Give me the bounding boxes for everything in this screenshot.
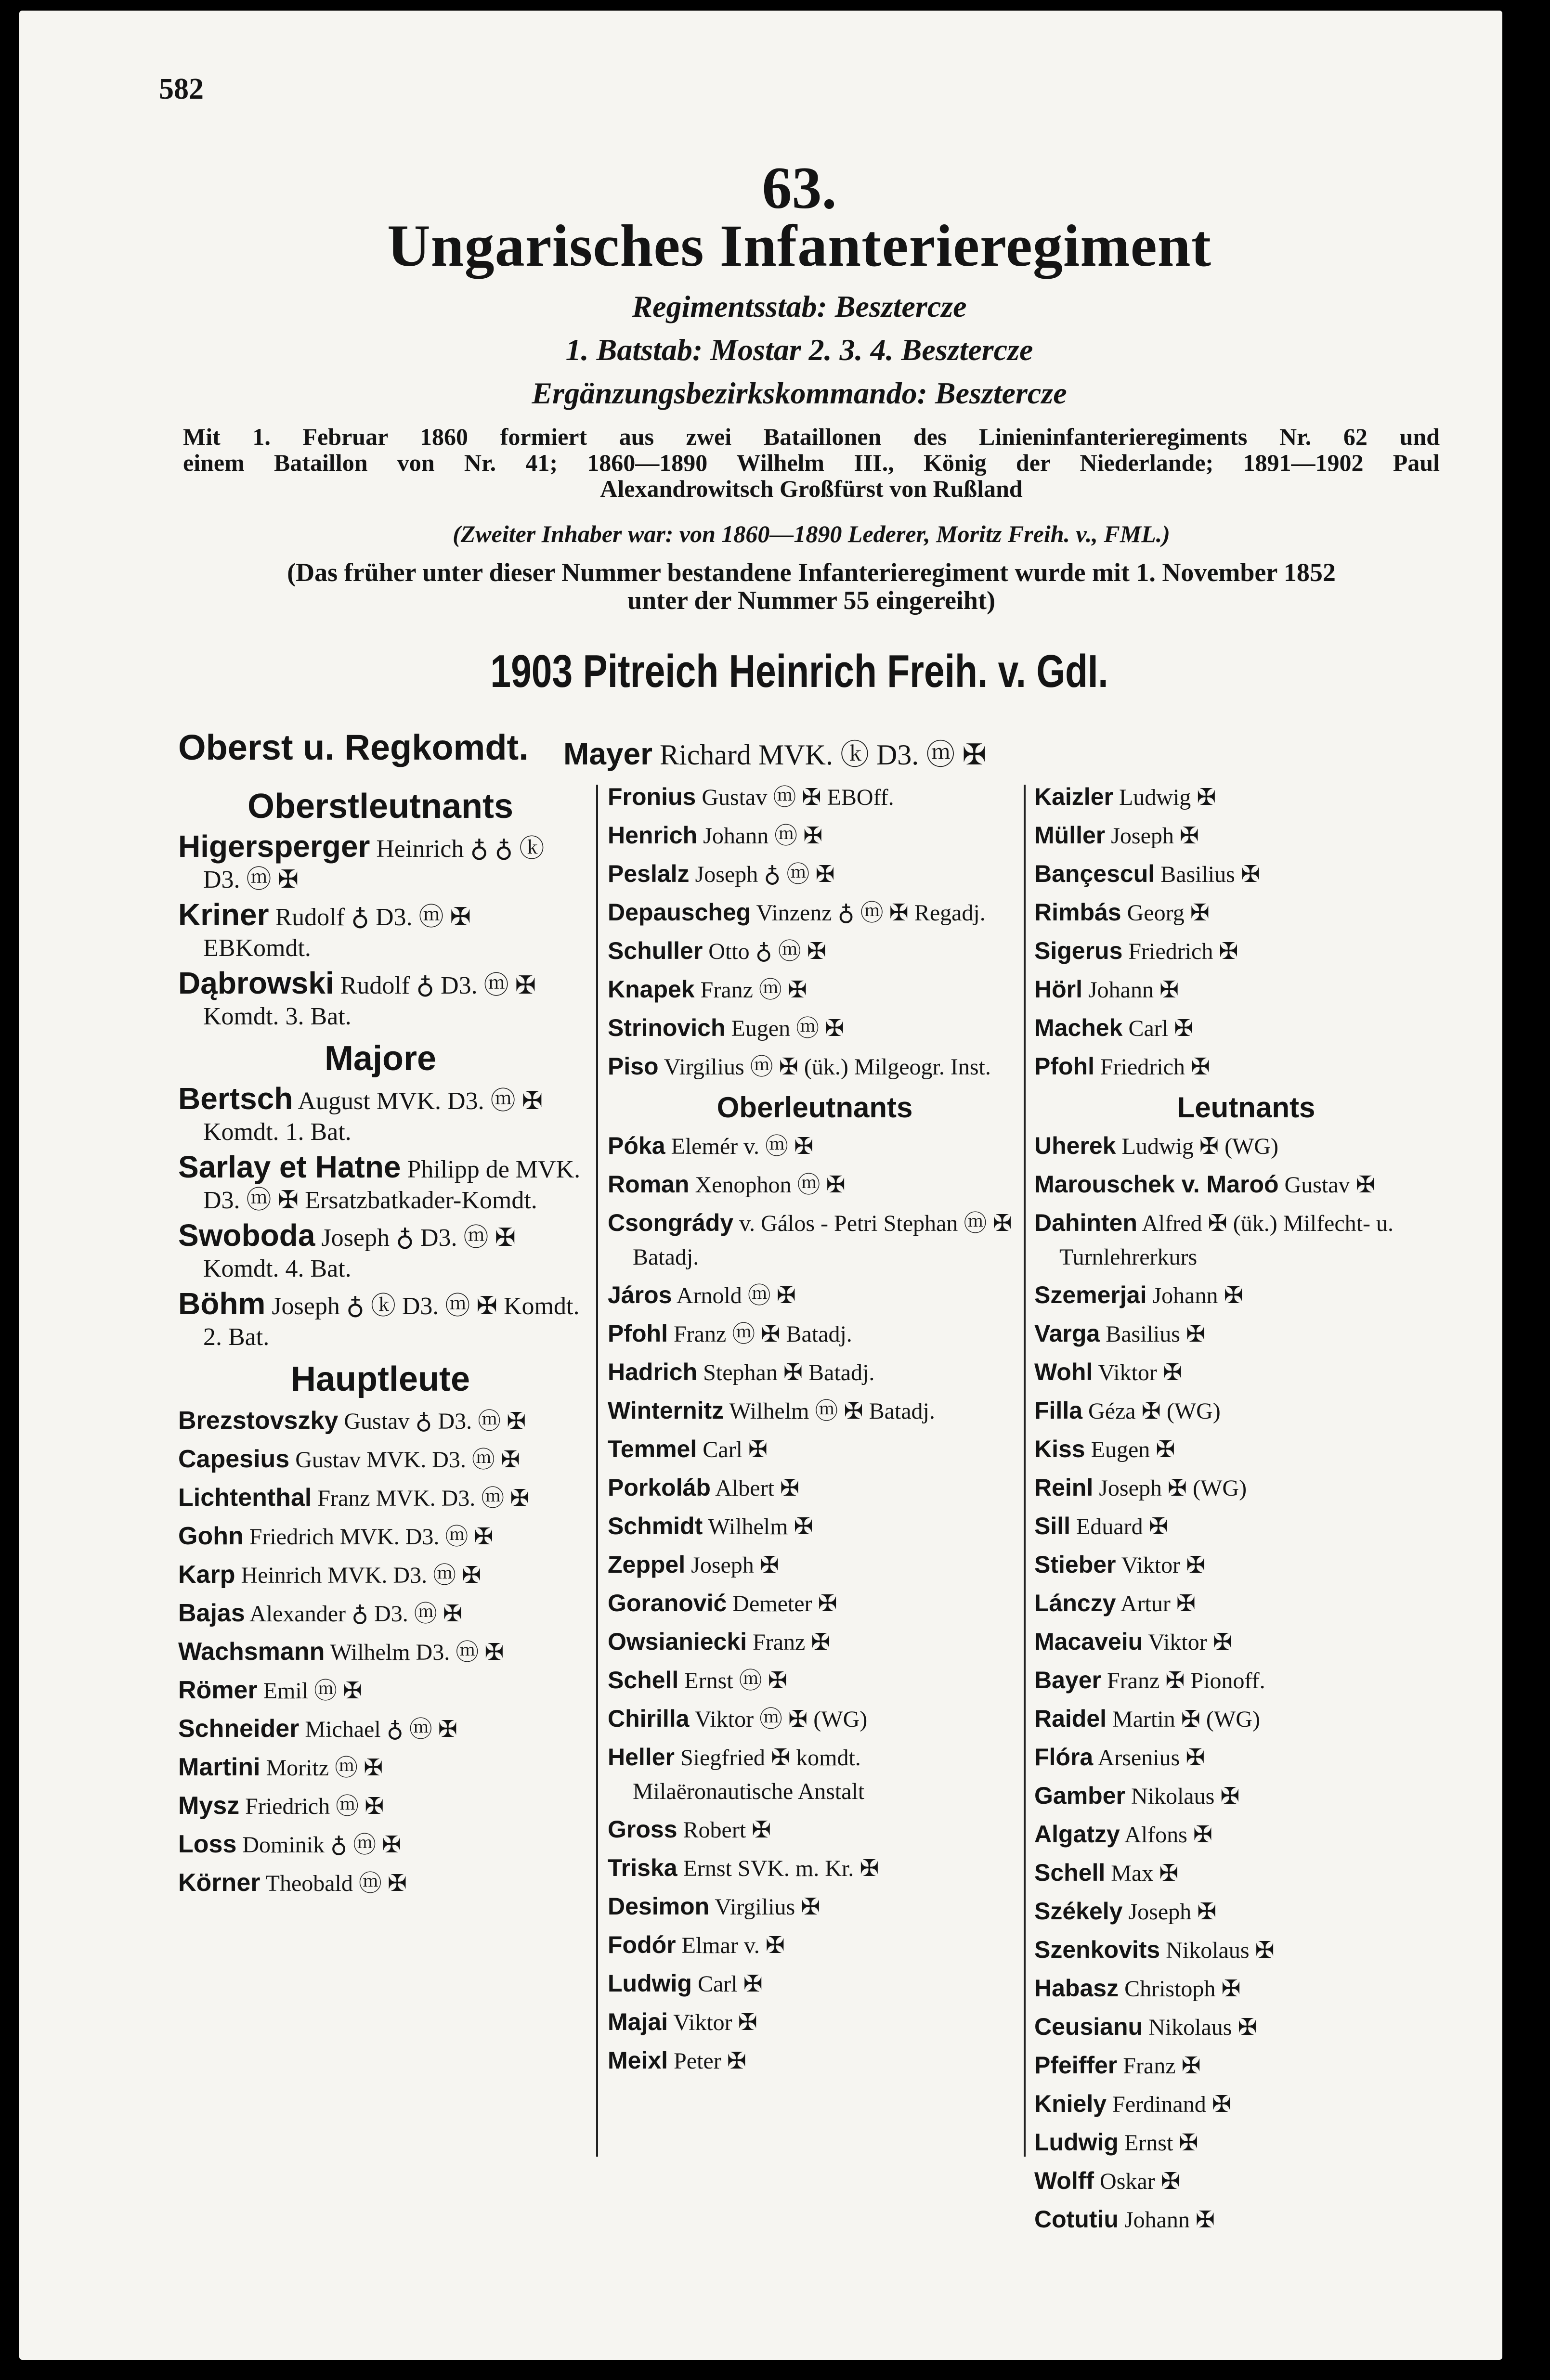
- surname: Wolff: [1034, 2167, 1094, 2194]
- entry-details: Arsenius ✠: [1093, 1745, 1205, 1771]
- entry-details: Wilhelm ✠: [703, 1514, 813, 1539]
- surname: Bançescul: [1034, 860, 1155, 887]
- entry-details: Gustav ⓜ ✠ EBOff.: [696, 785, 894, 810]
- list-item: [608, 1167, 1022, 1202]
- surname: Pfeiffer: [1034, 2052, 1118, 2079]
- surname: Habasz: [1034, 1975, 1119, 2002]
- list-item: [178, 1596, 583, 1631]
- surname: Martini: [178, 1753, 261, 1781]
- list-item: [608, 972, 1022, 1007]
- entry-details: Otto ♁ ⓜ ✠: [703, 939, 826, 964]
- surname: Körner: [178, 1869, 261, 1897]
- surname: Capesius: [178, 1445, 290, 1473]
- entry-details: Emil ⓜ ✠: [257, 1678, 363, 1704]
- stab-line: 1. Batstab: Mostar 2. 3. 4. Besztercze: [565, 333, 1033, 367]
- surname: Depauscheg: [608, 899, 751, 926]
- surname: Uherek: [1034, 1132, 1116, 1159]
- entry-details: Arnold ⓜ ✠: [672, 1283, 796, 1308]
- surname: Peslalz: [608, 860, 690, 887]
- entry-details: Joseph ✠: [1105, 823, 1199, 849]
- entry-details: Viktor ✠: [668, 2010, 757, 2035]
- list-item: [608, 1928, 1022, 1963]
- surname: Lichtenthal: [178, 1484, 312, 1512]
- surname: Mayer: [563, 737, 652, 771]
- entry-details: Demeter ✠: [727, 1591, 837, 1617]
- list-item: [608, 2005, 1022, 2040]
- intro-line: einem Bataillon von Nr. 41; 1860—1890 Wilhelm III., König der Niederlande; 1891—1902 Paul: [183, 449, 1440, 476]
- column-rule: [1024, 785, 1026, 2157]
- entry-details: Elemér v. ⓜ ✠: [665, 1134, 814, 1159]
- entry-details: Viktor ✠: [1116, 1552, 1206, 1578]
- entry-details: Siegfried ✠ komdt. Milaëronautische Anstalt: [633, 1745, 865, 1804]
- list-hauptleute-continued: [608, 780, 1022, 1084]
- entry-details: Virgilius ✠: [709, 1894, 821, 1920]
- surname: Strinovich: [608, 1014, 726, 1041]
- entry-details: Ludwig ✠ (WG): [1116, 1134, 1279, 1159]
- second-owner-note: (Zweiter Inhaber war: von 1860—1890 Lederer, Moritz Freih. v., FML.): [453, 520, 1170, 547]
- surname: Pfohl: [1034, 1053, 1094, 1080]
- entry-details: Eugen ⓜ ✠: [725, 1016, 845, 1041]
- list-oberleutnants: [608, 1129, 1022, 2078]
- surname: Schuller: [608, 937, 703, 964]
- entry-details: Christoph ✠: [1119, 1976, 1241, 2002]
- surname: Bayer: [1034, 1667, 1101, 1694]
- surname: Fodór: [608, 1931, 676, 1958]
- list-item: [1034, 1625, 1458, 1659]
- list-item: [178, 1151, 583, 1216]
- list-item: [1034, 1740, 1458, 1775]
- entry-details: Viktor ✠: [1143, 1630, 1232, 1655]
- surname: Raidel: [1034, 1705, 1107, 1732]
- list-item: [178, 831, 583, 895]
- list-item: [1034, 1129, 1458, 1164]
- list-item: [178, 1712, 583, 1746]
- entry-details: Virgilius ⓜ ✠ (ük.) Milgeogr. Inst.: [658, 1054, 991, 1080]
- surname: Csongrády: [608, 1209, 734, 1236]
- list-item: [608, 1663, 1022, 1698]
- surname: Zeppel: [608, 1551, 686, 1578]
- surname: Chirilla: [608, 1705, 690, 1732]
- list-item: [1034, 1509, 1458, 1544]
- surname: Schell: [1034, 1859, 1106, 1886]
- entry-details: Max ✠: [1105, 1861, 1179, 1886]
- list-item: [178, 1827, 583, 1862]
- surname: Flóra: [1034, 1744, 1094, 1771]
- entry-details: Franz ✠ Pionoff.: [1101, 1668, 1265, 1694]
- surname: Szenkovits: [1034, 1936, 1160, 1963]
- surname: Cotutiu: [1034, 2206, 1119, 2233]
- entry-details: Ernst ⓜ ✠: [678, 1668, 787, 1694]
- list-item: [608, 2044, 1022, 2078]
- list-item: [1034, 857, 1458, 892]
- section-heading-oberstleutnants: Oberstleutnants: [247, 787, 514, 826]
- list-hauptleute: [178, 1404, 583, 1901]
- list-item: [608, 857, 1022, 892]
- surname: Majai: [608, 2008, 668, 2035]
- surname: Macaveiu: [1034, 1628, 1143, 1655]
- entry-details: Gustav ✠: [1278, 1172, 1375, 1198]
- list-item: [1034, 2087, 1458, 2121]
- surname: Machek: [1034, 1014, 1123, 1041]
- list-item: [1034, 2125, 1458, 2160]
- list-item: [178, 1558, 583, 1592]
- entry-details: Alexander ♁ D3. ⓜ ✠: [245, 1601, 462, 1627]
- list-item: [608, 1966, 1022, 2001]
- entry-details: Franz ✠: [1117, 2053, 1201, 2079]
- entry-details: Viktor ⓜ ✠ (WG): [689, 1707, 868, 1732]
- entry-details: Carl ✠: [691, 1971, 763, 1997]
- list-item: [1034, 1894, 1458, 1929]
- surname: Varga: [1034, 1320, 1100, 1347]
- surname: Hörl: [1034, 976, 1082, 1003]
- surname: Henrich: [608, 822, 698, 849]
- list-item: [1034, 1817, 1458, 1852]
- list-item: [1034, 1049, 1458, 1084]
- column-rule: [596, 785, 598, 2157]
- surname: Loss: [178, 1830, 237, 1858]
- entry-details: Heinrich ♁ ♁ ⓚ D3. ⓜ ✠: [203, 835, 545, 893]
- entry-details: Basilius ✠: [1155, 862, 1261, 887]
- surname: Gross: [608, 1816, 677, 1843]
- list-item: [1034, 1278, 1458, 1313]
- formerly-note: [183, 558, 1440, 614]
- surname: Filla: [1034, 1397, 1083, 1424]
- entry-details: Xenophon ⓜ ✠: [689, 1172, 846, 1198]
- surname: Owsianiecki: [608, 1628, 747, 1655]
- intro-line: Mit 1. Februar 1860 formiert aus zwei Bataillonen des Linieninfanterieregiments Nr. 62 und: [183, 423, 1440, 450]
- list-item: [608, 895, 1022, 930]
- entry-details: Carl ✠: [697, 1437, 768, 1462]
- list-item: [608, 818, 1022, 853]
- page-number: 582: [159, 73, 204, 105]
- list-item: [1034, 1167, 1458, 1202]
- surname: Sill: [1034, 1513, 1071, 1539]
- list-item: [178, 899, 583, 964]
- list-item: [1034, 1779, 1458, 1813]
- list-item: [178, 1866, 583, 1901]
- column-2: [608, 780, 1022, 2082]
- surname: Ludwig: [1034, 2129, 1119, 2156]
- surname: Dahinten: [1034, 1209, 1137, 1236]
- list-item: [608, 1586, 1022, 1621]
- surname: Desimon: [608, 1893, 710, 1920]
- surname: Porkoláb: [608, 1474, 711, 1501]
- entry-details: Theobald ⓜ ✠: [260, 1871, 407, 1896]
- surname: Roman: [608, 1171, 690, 1198]
- entry-details: Joseph ♁ D3. ⓜ ✠ Komdt. 4. Bat.: [203, 1224, 516, 1282]
- column-3: [1034, 780, 1458, 2241]
- entry-details: Joseph ✠: [1122, 1899, 1217, 1925]
- list-item: [1034, 1586, 1458, 1621]
- surname: Heller: [608, 1744, 675, 1771]
- surname: Schneider: [178, 1715, 300, 1743]
- entry-details: Robert ✠: [677, 1817, 771, 1843]
- intro-paragraph: [183, 424, 1440, 502]
- list-item: [1034, 818, 1458, 853]
- entry-details: Peter ✠: [668, 2048, 746, 2074]
- surname: Wohl: [1034, 1358, 1093, 1385]
- list-item: [1034, 1317, 1458, 1351]
- list-item: [1034, 1011, 1458, 1046]
- stab-line: Ergänzungsbezirkskommando: Besztercze: [532, 376, 1067, 410]
- list-majore: [178, 1083, 583, 1353]
- list-item: [608, 1394, 1022, 1428]
- entry-details: Franz ⓜ ✠ Batadj.: [667, 1321, 852, 1347]
- entry-details: Albert ✠: [710, 1475, 800, 1501]
- entry-details: Ludwig ✠: [1113, 785, 1216, 810]
- surname: Szemerjai: [1034, 1281, 1147, 1308]
- surname: Piso: [608, 1053, 659, 1080]
- entry-details: Alfons ✠: [1120, 1822, 1213, 1848]
- list-item: [608, 1049, 1022, 1084]
- surname: Ceusianu: [1034, 2013, 1143, 2040]
- list-item: [178, 1673, 583, 1708]
- list-item: [1034, 1471, 1458, 1505]
- entry-details: v. Gálos - Petri Stephan ⓜ ✠ Batadj.: [633, 1211, 1012, 1270]
- entry-details: Franz MVK. D3. ⓜ ✠: [312, 1486, 530, 1511]
- entry-details: Georg ✠: [1121, 900, 1210, 926]
- list-item: [1034, 2164, 1458, 2199]
- entry-details: Eduard ✠: [1070, 1514, 1168, 1539]
- list-item: [608, 1625, 1022, 1659]
- surname: Brezstovszky: [178, 1407, 339, 1435]
- entry-details: Michael ♁ ⓜ ✠: [299, 1717, 457, 1742]
- entry-details: Johann ✠: [1082, 977, 1179, 1003]
- section-heading-majore: Majore: [324, 1039, 437, 1078]
- entry-details: Wilhelm D3. ⓜ ✠: [325, 1640, 504, 1665]
- entry-details: Heinrich MVK. D3. ⓜ ✠: [235, 1563, 482, 1588]
- list-item: [1034, 1355, 1458, 1390]
- formerly-line: (Das früher unter dieser Nummer bestandene Infanterieregiment wurde mit 1. November 1852: [287, 558, 1336, 587]
- entry-details: Franz ⓜ ✠: [694, 977, 808, 1003]
- entry-details: Ernst ✠: [1118, 2130, 1198, 2156]
- entry-details: Géza ✠ (WG): [1082, 1398, 1221, 1424]
- list-item: [178, 1789, 583, 1824]
- list-leutnants: [1034, 1129, 1458, 2237]
- surname: Bertsch: [178, 1081, 293, 1116]
- list-item: [608, 1702, 1022, 1736]
- entry-details: Rudolf ♁ D3. ⓜ ✠ Komdt. 3. Bat.: [203, 972, 536, 1030]
- entry-details: Johann ✠: [1146, 1283, 1243, 1308]
- surname: Karp: [178, 1561, 235, 1589]
- list-item: [608, 1011, 1022, 1046]
- list-item: [608, 1317, 1022, 1351]
- surname: Swoboda: [178, 1218, 315, 1253]
- entry-details: Friedrich ✠: [1122, 939, 1238, 964]
- list-item: [608, 1206, 1022, 1274]
- list-item: [608, 1129, 1022, 1164]
- list-item: [178, 968, 583, 1032]
- list-item: [1034, 1206, 1458, 1274]
- list-item: [608, 1851, 1022, 1886]
- regiment-number: 63.: [762, 155, 837, 221]
- surname: Hadrich: [608, 1358, 698, 1385]
- list-item: [1034, 1663, 1458, 1698]
- surname: Gohn: [178, 1522, 244, 1550]
- surname: Gamber: [1034, 1782, 1125, 1809]
- entry-details: Martin ✠ (WG): [1107, 1707, 1260, 1732]
- oberst-entry: [563, 732, 987, 773]
- entry-details: Joseph ♁ ⓜ ✠: [689, 862, 835, 887]
- surname: Reinl: [1034, 1474, 1094, 1501]
- entry-details: Nikolaus ✠: [1125, 1784, 1240, 1809]
- list-item: [178, 1288, 583, 1353]
- list-item: [1034, 1702, 1458, 1736]
- surname: Schmidt: [608, 1513, 703, 1539]
- section-heading-oberleutnants: Oberleutnants: [716, 1091, 913, 1124]
- surname: Járos: [608, 1281, 672, 1308]
- list-item: [178, 1750, 583, 1785]
- surname: Temmel: [608, 1436, 697, 1462]
- entry-details: Ferdinand ✠: [1107, 2092, 1231, 2117]
- surname: Stieber: [1034, 1551, 1116, 1578]
- list-item: [178, 1404, 583, 1438]
- surname: Póka: [608, 1132, 665, 1159]
- list-item: [1034, 972, 1458, 1007]
- list-item: [1034, 2010, 1458, 2044]
- list-item: [178, 1220, 583, 1284]
- entry-details: Franz ✠: [747, 1630, 831, 1655]
- entry-details: Friedrich ⓜ ✠: [239, 1794, 384, 1819]
- entry-details: Richard MVK. ⓚ D3. ⓜ ✠: [652, 739, 987, 771]
- list-item: [608, 1889, 1022, 1924]
- entry-details: Friedrich MVK. D3. ⓜ ✠: [243, 1524, 494, 1550]
- entry-details: Oskar ✠: [1094, 2169, 1180, 2194]
- entry-details: Viktor ✠: [1093, 1360, 1183, 1385]
- list-item: [1034, 1971, 1458, 2006]
- list-oberstleutnants: [178, 831, 583, 1032]
- intro-line: Alexandrowitsch Großfürst von Rußland: [600, 475, 1023, 502]
- list-item: [1034, 1933, 1458, 1967]
- entry-details: Joseph ✠ (WG): [1093, 1475, 1247, 1501]
- list-item: [608, 1355, 1022, 1390]
- surname: Meixl: [608, 2047, 668, 2074]
- list-item: [608, 934, 1022, 969]
- surname: Müller: [1034, 822, 1106, 849]
- surname: Knapek: [608, 976, 695, 1003]
- surname: Böhm: [178, 1286, 266, 1321]
- surname: Triska: [608, 1854, 677, 1881]
- entry-details: Eugen ✠: [1085, 1437, 1175, 1462]
- surname: Fronius: [608, 783, 696, 810]
- list-item: [608, 1432, 1022, 1467]
- list-item: [1034, 1548, 1458, 1582]
- surname: Székely: [1034, 1898, 1123, 1925]
- list-item: [608, 1278, 1022, 1313]
- list-item: [178, 1481, 583, 1515]
- surname: Kriner: [178, 897, 269, 932]
- surname: Sarlay et Hatne: [178, 1150, 401, 1184]
- entry-details: Joseph ✠: [685, 1552, 780, 1578]
- entry-details: Philipp de MVK. D3. ⓜ ✠ Ersatzbatkader-Komdt.: [203, 1156, 581, 1214]
- list-item: [178, 1635, 583, 1669]
- entry-details: Carl ✠: [1122, 1016, 1194, 1041]
- list-oberleutnants-continued: [1034, 780, 1458, 1084]
- oberst-label: Oberst u. Regkomdt.: [178, 727, 529, 767]
- surname: Kniely: [1034, 2090, 1107, 2117]
- surname: Rimbás: [1034, 899, 1121, 926]
- surname: Winternitz: [608, 1397, 724, 1424]
- entry-details: Johann ⓜ ✠: [697, 823, 823, 849]
- list-item: [178, 1442, 583, 1477]
- surname: Schell: [608, 1667, 679, 1694]
- list-item: [608, 1740, 1022, 1809]
- entry-details: Friedrich ✠: [1094, 1054, 1211, 1080]
- list-item: [1034, 2048, 1458, 2083]
- entry-details: Ernst SVK. m. Kr. ✠: [677, 1856, 879, 1881]
- entry-details: Elmar v. ✠: [676, 1933, 785, 1958]
- list-item: [1034, 780, 1458, 815]
- section-heading-hauptleute: Hauptleute: [290, 1360, 470, 1398]
- surname: Goranović: [608, 1590, 727, 1617]
- entry-details: Alfred ✠ (ük.) Milfecht- u. Turnlehrerkurs: [1059, 1211, 1394, 1270]
- list-item: [1034, 2202, 1458, 2237]
- list-item: [608, 1471, 1022, 1505]
- surname: Kiss: [1034, 1436, 1085, 1462]
- surname: Bajas: [178, 1599, 245, 1627]
- entry-details: Rudolf ♁ D3. ⓜ ✠ EBKomdt.: [203, 904, 471, 962]
- entry-details: Nikolaus ✠: [1160, 1938, 1275, 1963]
- surname: Higersperger: [178, 829, 370, 864]
- surname: Mysz: [178, 1792, 240, 1820]
- surname: Pfohl: [608, 1320, 668, 1347]
- surname: Dąbrowski: [178, 966, 334, 1000]
- surname: Römer: [178, 1676, 258, 1704]
- entry-details: Basilius ✠: [1100, 1321, 1206, 1347]
- list-item: [178, 1519, 583, 1554]
- entry-details: Johann ✠: [1118, 2207, 1215, 2233]
- surname: Kaizler: [1034, 783, 1113, 810]
- list-item: [608, 1812, 1022, 1847]
- list-item: [1034, 1394, 1458, 1428]
- list-item: [608, 1548, 1022, 1582]
- surname: Marouschek v. Maroó: [1034, 1171, 1279, 1198]
- list-item: [1034, 934, 1458, 969]
- list-item: [1034, 1432, 1458, 1467]
- entry-details: Stephan ✠ Batadj.: [697, 1360, 875, 1385]
- list-item: [178, 1083, 583, 1148]
- surname: Ludwig: [608, 1970, 692, 1997]
- list-item: [608, 780, 1022, 815]
- list-item: [1034, 1856, 1458, 1890]
- entry-details: Wilhelm ⓜ ✠ Batadj.: [724, 1398, 935, 1424]
- surname: Algatzy: [1034, 1821, 1120, 1848]
- entry-details: Vinzenz ♁ ⓜ ✠ Regadj.: [751, 900, 986, 926]
- stab-line: Regimentsstab: Besztercze: [632, 289, 967, 323]
- entry-details: Nikolaus ✠: [1143, 2015, 1257, 2040]
- surname: Sigerus: [1034, 937, 1123, 964]
- entry-details: Artur ✠: [1116, 1591, 1196, 1617]
- entry-details: Gustav ♁ D3. ⓜ ✠: [338, 1409, 526, 1434]
- regiment-title: Ungarisches Infanterieregiment: [387, 213, 1211, 279]
- entry-details: Joseph ♁ ⓚ D3. ⓜ ✠ Komdt. 2. Bat.: [203, 1293, 580, 1351]
- surname: Wachsmann: [178, 1638, 325, 1666]
- entry-details: Dominik ♁ ⓜ ✠: [236, 1832, 402, 1858]
- entry-details: Moritz ⓜ ✠: [260, 1755, 383, 1781]
- entry-details: August MVK. D3. ⓜ ✠ Komdt. 1. Bat.: [203, 1087, 543, 1146]
- formerly-line: unter der Nummer 55 eingereiht): [627, 586, 995, 615]
- surname: Lánczy: [1034, 1590, 1116, 1617]
- entry-details: Gustav MVK. D3. ⓜ ✠: [289, 1447, 521, 1473]
- list-item: [608, 1509, 1022, 1544]
- list-item: [1034, 895, 1458, 930]
- column-1: [178, 780, 583, 1904]
- inhaber-heading: 1903 Pitreich Heinrich Freih. v. GdI.: [490, 646, 1108, 697]
- section-heading-leutnants: Leutnants: [1177, 1091, 1316, 1124]
